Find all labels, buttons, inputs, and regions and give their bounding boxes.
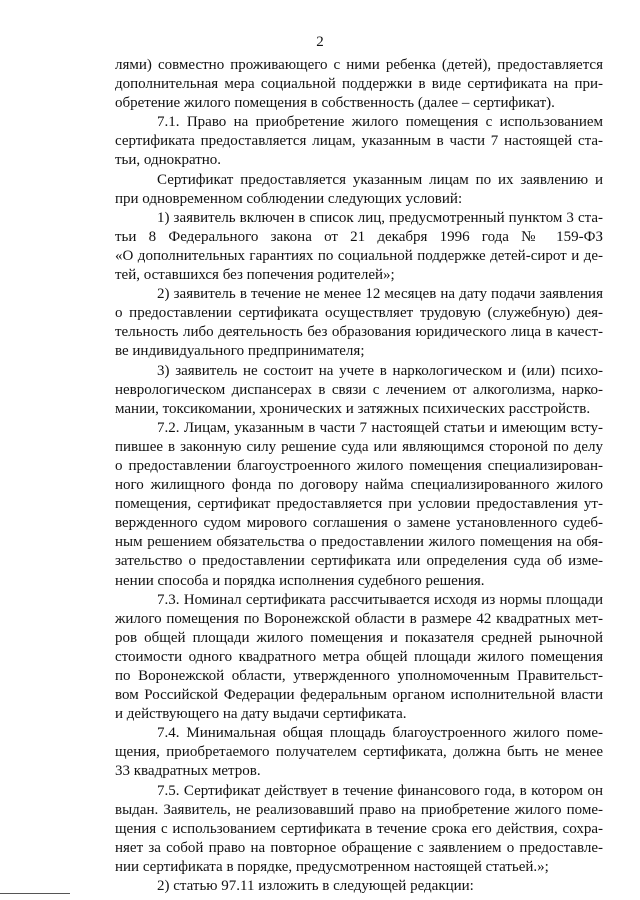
text-line: вержденного судом мирового соглашения о замене установленного судеб-: [115, 515, 603, 532]
text-line: ным решением обязательства о предоставлении жилого помещения на обя-: [115, 534, 603, 551]
text-line: щения с использованием сертификата в течение срока его действия, сохра-: [115, 820, 603, 837]
paragraph-7-1: [115, 113, 603, 170]
condition-1: [115, 209, 603, 285]
text-line: тьи, однократно.: [115, 152, 222, 169]
paragraph-7-3: [115, 591, 603, 725]
amendment-item-2: [115, 877, 603, 896]
text-line: ве индивидуального предпринимателя;: [115, 343, 365, 360]
text-line: и действующего на дату выдачи сертификата.: [115, 706, 407, 723]
text-line: ров общей площади жилого помещения и показателя средней рыночной: [115, 629, 603, 646]
text-line: вом Российской Федерации федеральным органом исполнительной власти: [115, 687, 603, 704]
text-line: тей, оставшихся без попечения родителей»;: [115, 267, 395, 284]
footer-rule: [0, 893, 70, 894]
text-line: 2) статью 97.11 изложить в следующей редакции:: [157, 878, 474, 895]
text-line: 7.1. Право на приобретение жилого помещения с использованием: [157, 114, 603, 131]
text-line: 7.2. Лицам, указанным в части 7 настоящей статьи и имеющим всту-: [157, 419, 603, 436]
text-line: выдан. Заявитель, не реализовавший право на приобретение жилого поме-: [115, 801, 603, 818]
page-number: 2: [316, 34, 324, 50]
condition-2: [115, 285, 603, 361]
text-line: нении способа и порядка исполнения судебного решения.: [115, 572, 485, 589]
paragraph-7-4: [115, 724, 603, 781]
text-line: тельность либо деятельность без образования юридического лица в качест-: [115, 324, 603, 341]
text-line: зательство о предоставлении сертификата или определения суда об изме-: [115, 553, 603, 570]
text-line: обретение жилого помещения в собственность (далее – сертификат).: [115, 95, 555, 112]
text-line: при одновременном соблюдении следующих условий:: [115, 190, 463, 207]
condition-3: [115, 362, 603, 419]
text-line: тьи 8 Федерального закона от 21 декабря 1996 года № 159-ФЗ: [115, 228, 603, 245]
text-line: «О дополнительных гарантиях по социальной поддержке детей-сирот и де-: [115, 247, 603, 264]
paragraph-7-5: [115, 782, 603, 877]
text-line: 3) заявитель не состоит на учете в наркологическом и (или) психо-: [157, 362, 603, 379]
text-line: жилого помещения по Воронежской области в размере 42 квадратных мет-: [115, 610, 603, 627]
text-line: стоимости одного квадратного метра общей площади жилого помещения: [115, 648, 603, 665]
text-line: лями) совместно проживающего с ними ребенка (детей), предоставляется: [115, 57, 603, 73]
paragraph-7-2: [115, 419, 603, 591]
text-line: о предоставлении благоустроенного жилого помещения специализирован-: [115, 457, 603, 474]
document-body: [115, 56, 603, 896]
text-line: няет за собой право на повторное обращение с заявлением о предоставле-: [115, 839, 603, 856]
paragraph: [115, 171, 603, 209]
text-line: нии сертификата в порядке, предусмотренном настоящей статьей.»;: [115, 858, 549, 875]
text-line: 33 квадратных метров.: [115, 763, 261, 780]
text-line: 7.4. Минимальная общая площадь благоустроенного жилого поме-: [157, 725, 603, 742]
text-line: 2) заявитель в течение не менее 12 месяцев на дату подачи заявления: [157, 286, 603, 303]
text-line: 7.5. Сертификат действует в течение финансового года, в котором он: [157, 782, 603, 799]
text-line: мании, токсикомании, хронических и затяжных психических расстройств.: [115, 400, 591, 417]
text-line: щения, приобретаемого получателем сертификата, должна быть не менее: [115, 744, 603, 761]
text-line: Сертификат предоставляется указанным лицам по их заявлению и: [157, 171, 603, 188]
text-line: помещения, сертификат предоставляется при условии предоставления ут-: [115, 496, 603, 513]
text-line: ного жилищного фонда по договору найма специализированного жилого: [115, 477, 603, 494]
text-line: 1) заявитель включен в список лиц, предусмотренный пунктом 3 ста-: [157, 209, 603, 226]
text-line: сертификата предоставляется лицам, указанным в части 7 настоящей ста-: [115, 133, 603, 150]
text-line: дополнительная мера социальной поддержки в виде сертификата на при-: [115, 76, 603, 93]
text-line: неврологическом диспансерах в связи с лечением от алкоголизма, нарко-: [115, 381, 603, 398]
text-line: 7.3. Номинал сертификата рассчитывается исходя из нормы площади: [157, 591, 603, 608]
text-line: по Воронежской области, утвержденного уполномоченным Правительст-: [115, 668, 603, 684]
text-line: о предоставлении сертификата осуществляет трудовую (служебную) дея-: [115, 305, 603, 322]
paragraph: [115, 56, 603, 113]
text-line: пившее в законную силу решение суда или являющимся стороной по делу: [115, 438, 603, 455]
